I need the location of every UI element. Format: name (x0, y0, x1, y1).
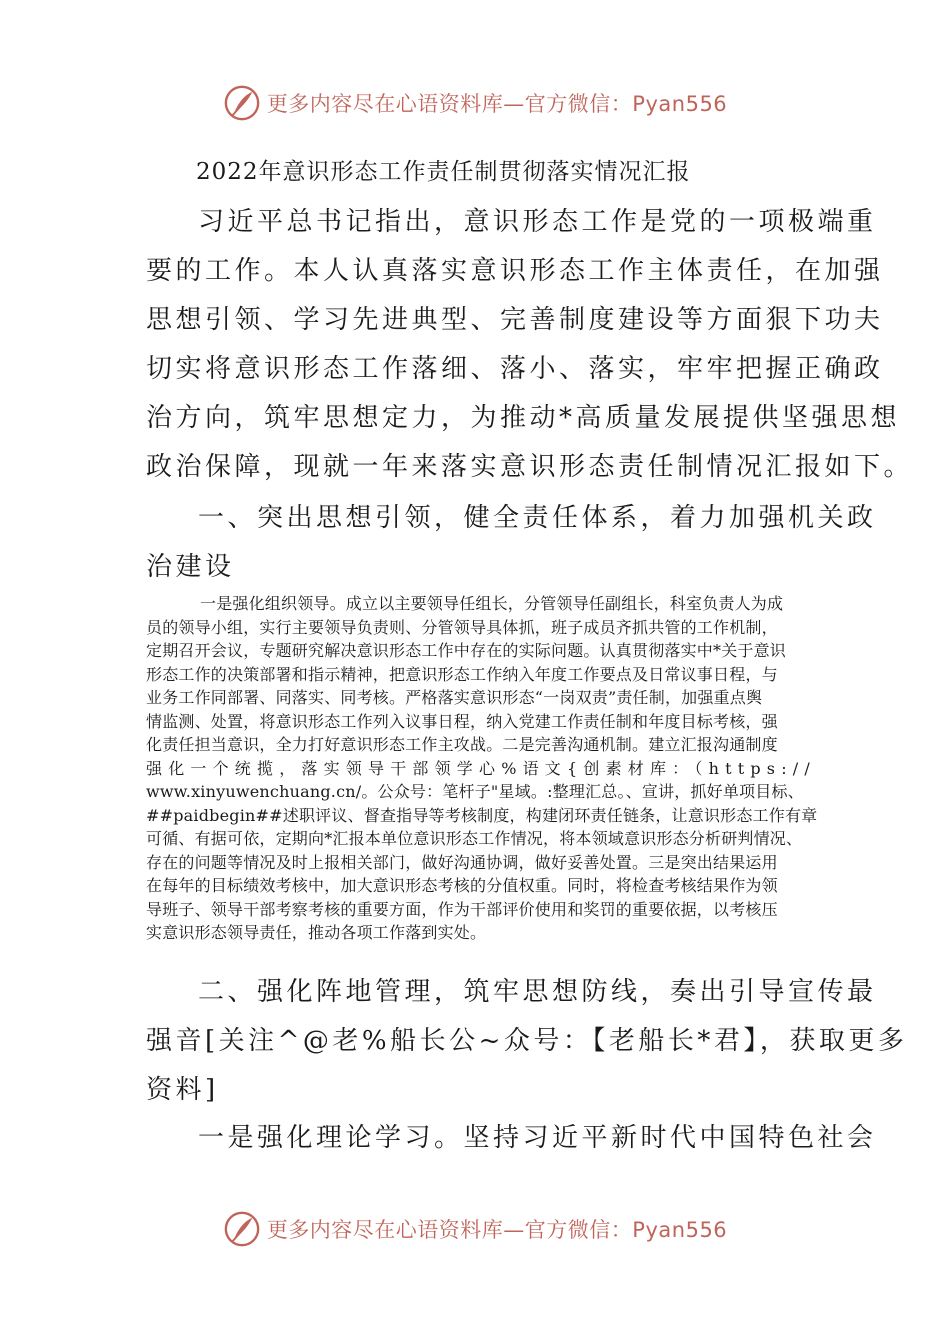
section-heading-1 (146, 494, 877, 592)
text-line: 强化一个统揽，落实领导干部领学心%语文{创素材库：（https:// (146, 758, 816, 778)
banner-text: 更多内容尽在心语资料库—官方微信：Pyan556 (266, 1218, 728, 1242)
text-line: 形态工作的决策部署和指示精神，把意识形态工作纳入年度工作要点及日常议事日程，与 (146, 664, 778, 684)
footer-banner (0, 1204, 950, 1254)
text-line: 导班子、领导干部考察考核的重要方面，作为干部评价使用和奖罚的重要依据，以考核压 (146, 899, 778, 919)
text-line: 情监测、处置，将意识形态工作列入议事日程，纳入党建工作责任制和年度目标考核，强 (146, 711, 778, 731)
text-line: 员的领导小组，实行主要领导负责则、分管领导具体抓，班子成员齐抓共管的工作机制， (146, 617, 778, 637)
section-1-body (146, 592, 821, 945)
section-heading-2 (146, 968, 908, 1115)
text-line: 定期召开会议，专题研究解决意识形态工作中存在的实际问题。认真贯彻落实中*关于意识 (146, 641, 787, 660)
text-line: 习近平总书记指出，意识形态工作是党的一项极端重 (198, 207, 877, 237)
text-line: 治建设 (146, 552, 235, 582)
text-line: ##paidbegin##述职评议、督查指导等考核制度，构建闭环责任链条，让意识形态工作有章 (146, 805, 818, 825)
text-line: 在每年的目标绩效考核中，加大意识形态考核的分值权重。同时，将检查考核结果作为领 (146, 876, 778, 895)
text-line: 实意识形态领导责任，推动各项工作落到实处。 (146, 923, 487, 942)
text-line: 可循、有据可依，定期向*汇报本单位意识形态工作情况，将本领域意识形态分析研判情况、 (146, 829, 803, 848)
text-line: 一、突出思想引领，健全责任体系，着力加强机关政 (198, 503, 877, 533)
text-line: 一是强化组织领导。成立以主要领导任组长，分管领导任副组长，科室负责人为成 (200, 594, 784, 613)
text-line: 要的工作。本人认真落实意识形态工作主体责任，在加强 (146, 256, 884, 286)
text-line: 强音[关注^@老%船长公~众号：【老船长*君】，获取更多 (146, 1026, 908, 1056)
section-2-body (146, 1114, 877, 1163)
text-line: 一是强化理论学习。坚持习近平新时代中国特色社会 (198, 1123, 877, 1153)
text-line: 切实将意识形态工作落细、落小、落实，牢牢把握正确政 (146, 354, 884, 384)
text-line: 化责任担当意识，全力打好意识形态工作主攻战。二是完善沟通机制。建立汇报沟通制度 (146, 735, 778, 754)
text-line: www.xinyuwenchuang.cn/。公众号：笔杆子"星域。:整理汇总。、宣讲，抓好单项目标、 (146, 782, 804, 801)
intro-paragraph (146, 198, 914, 492)
text-line: 存在的问题等情况及时上报相关部门，做好沟通协调，做好妥善处置。三是突出结果运用 (146, 852, 778, 872)
document-title: 2022年意识形态工作责任制贯彻落实情况汇报 (196, 159, 691, 185)
text-line: 资料] (146, 1075, 219, 1105)
header-banner (0, 78, 950, 128)
text-line: 业务工作同部署、同落实、同考核。严格落实意识形态“一岗双责”责任制，加强重点舆 (146, 688, 763, 707)
text-line: 政治保障，现就一年来落实意识形态责任制情况汇报如下。 (146, 452, 914, 482)
text-line: 二、强化阵地管理，筑牢思想防线，奏出引导宣传最 (198, 977, 877, 1007)
text-line: 治方向，筑牢思想定力，为推动*高质量发展提供坚强思想 (146, 403, 901, 433)
feather-pen-logo-icon (223, 84, 261, 122)
banner-text: 更多内容尽在心语资料库—官方微信：Pyan556 (266, 92, 728, 116)
feather-pen-logo-icon (223, 1210, 261, 1248)
text-line: 思想引领、学习先进典型、完善制度建设等方面狠下功夫 (146, 305, 884, 335)
